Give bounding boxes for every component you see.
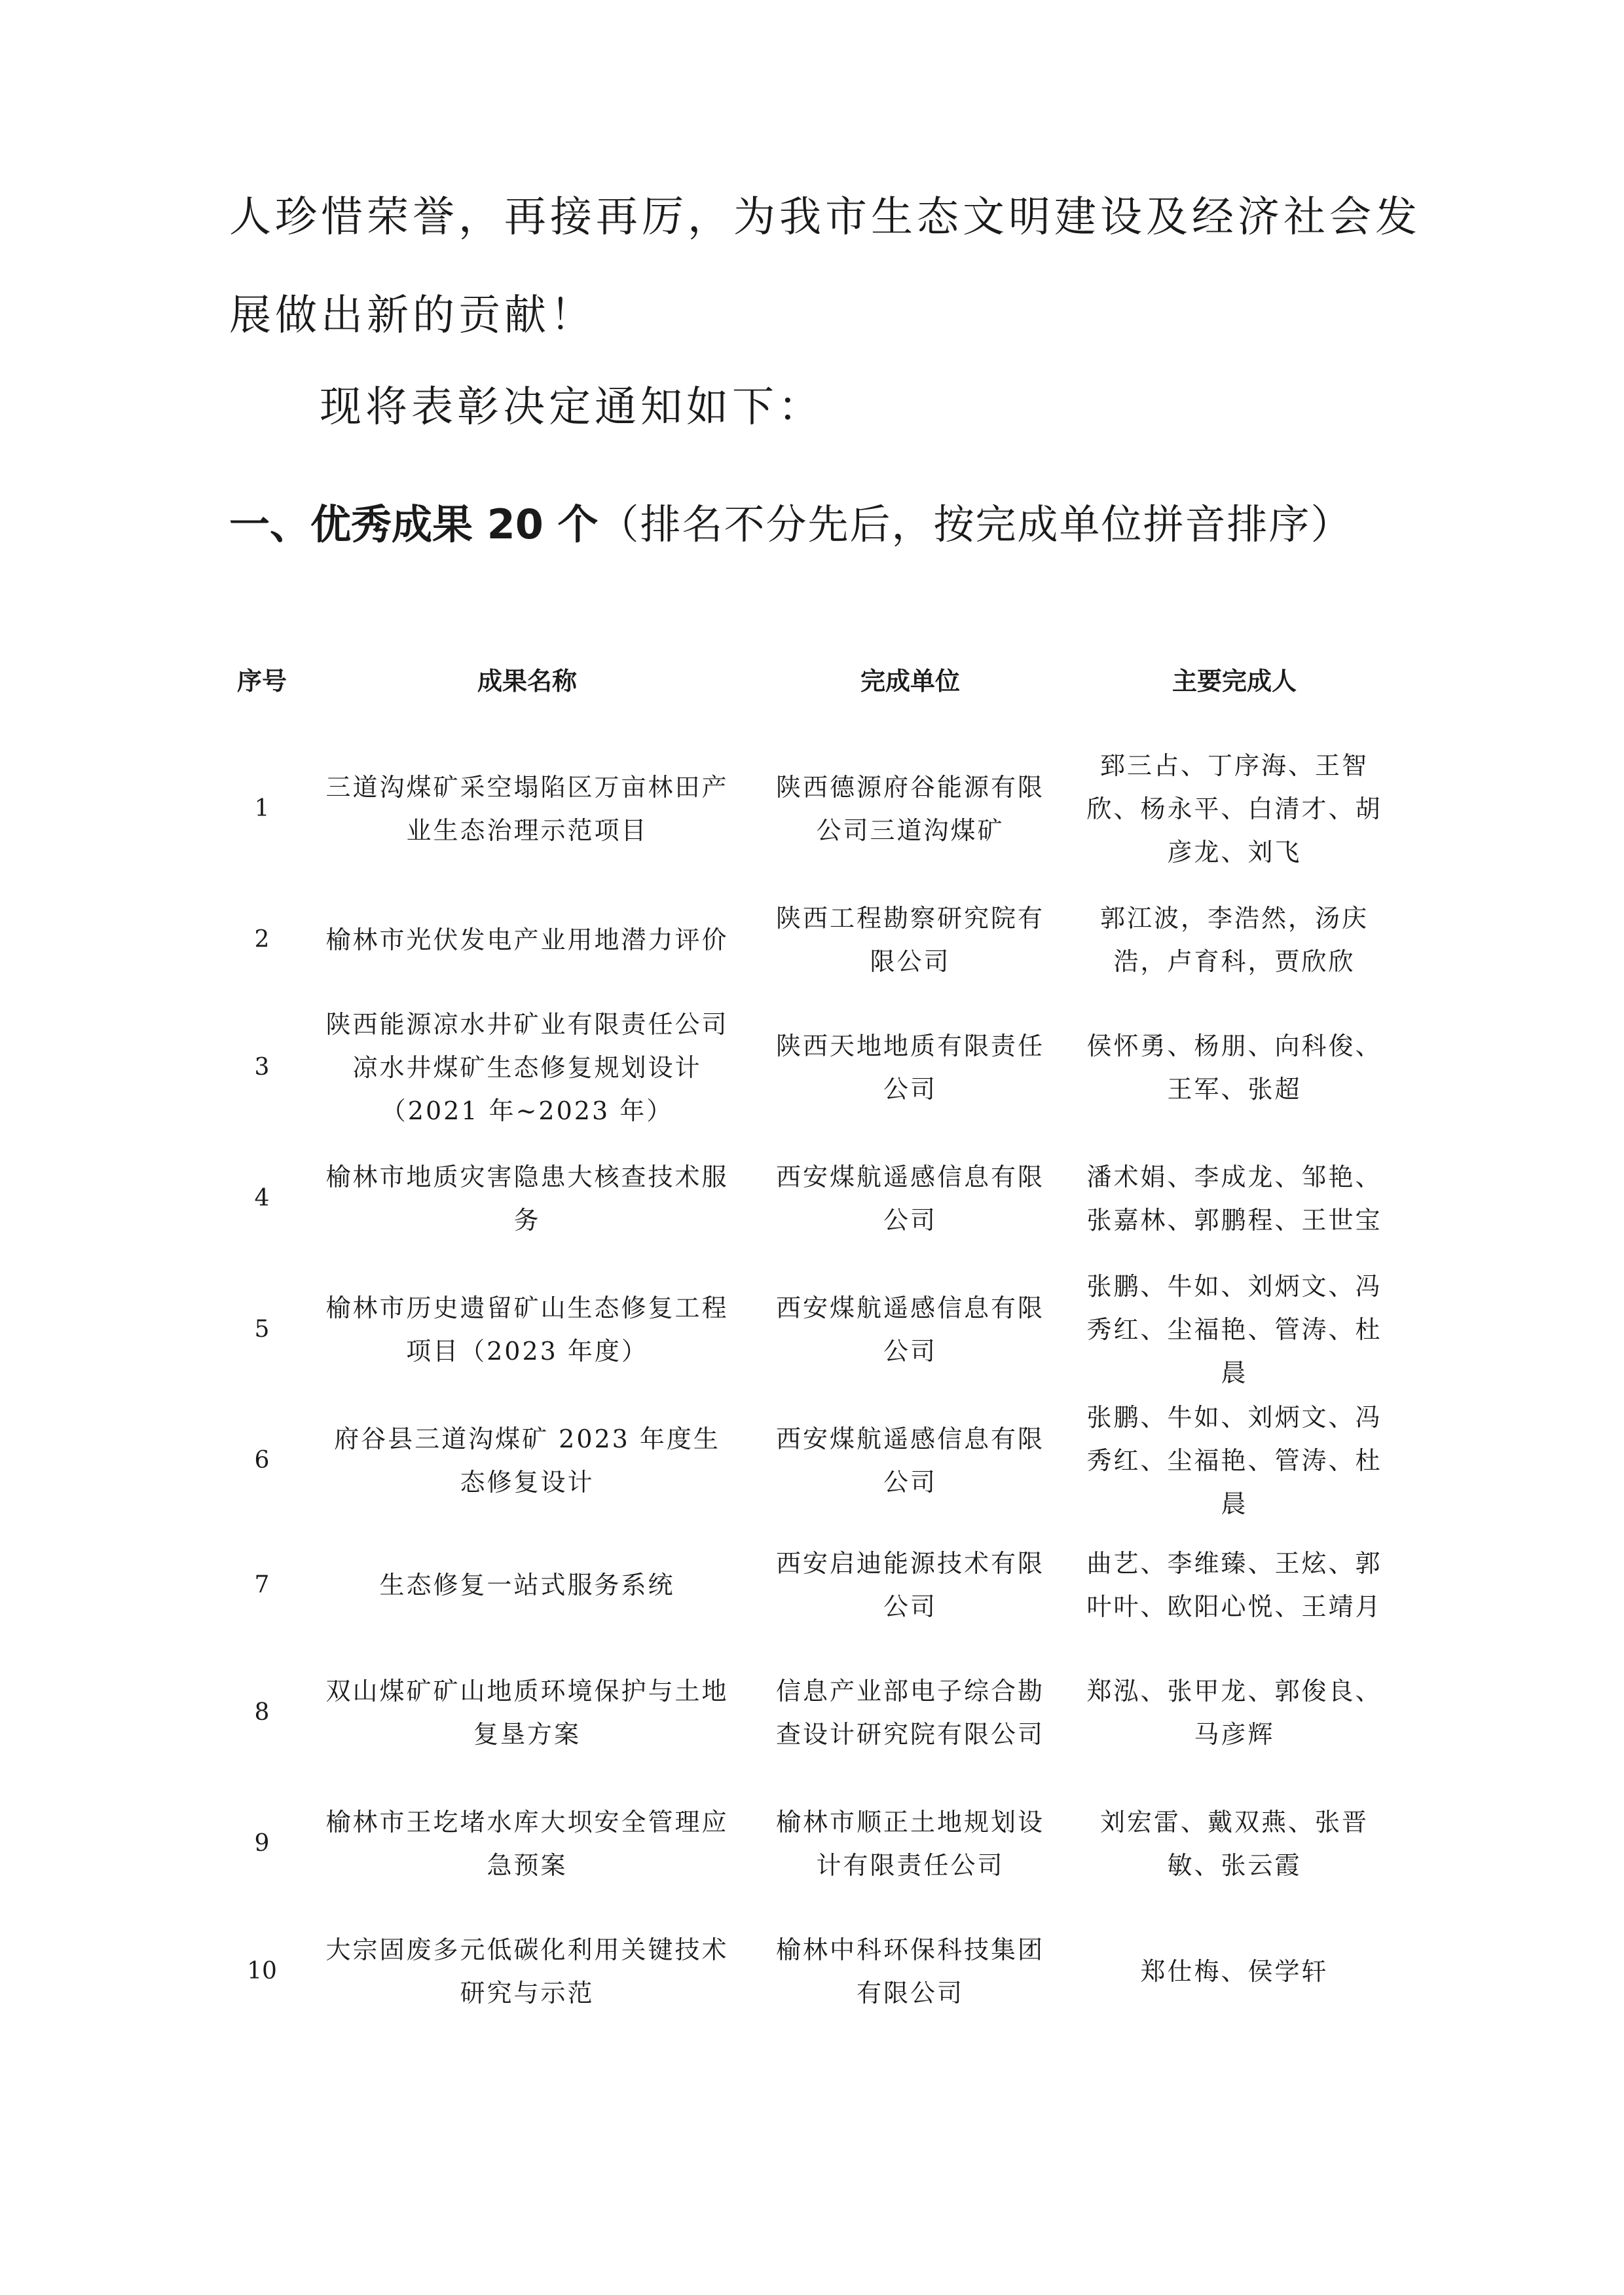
row-number: 8 <box>254 1699 270 1726</box>
row-number: 10 <box>247 1958 277 1985</box>
row-number: 4 <box>254 1185 270 1212</box>
table-row <box>0 887 1624 992</box>
completion-unit: 榆林市顺正土地规划设计有限责任公司 <box>775 1808 1044 1880</box>
table-row <box>0 996 1624 1140</box>
completion-unit: 西安启迪能源技术有限公司 <box>775 1549 1044 1621</box>
paragraph-line-2: 展做出新的贡献！ <box>229 291 596 340</box>
achievement-name: 生态修复一站式服务系统 <box>379 1571 675 1599</box>
main-people: 郅三占、丁序海、王智欣、杨永平、白清才、胡彦龙、刘飞 <box>1086 751 1382 867</box>
main-people: 张鹏、牛如、刘炳文、冯秀红、尘福艳、管涛、杜晨 <box>1086 1403 1382 1518</box>
main-people: 刘宏雷、戴双燕、张晋敏、张云霞 <box>1099 1808 1369 1880</box>
main-people: 郑仕梅、侯学轩 <box>1140 1957 1329 1986</box>
main-people: 潘术娟、李成龙、邹艳、张嘉林、郭鹏程、王世宝 <box>1086 1163 1382 1235</box>
achievement-name: 大宗固废多元低碳化利用关键技术研究与示范 <box>325 1935 729 2007</box>
paragraph-notice: 现将表彰决定通知如下： <box>320 383 824 432</box>
completion-unit: 榆林中科环保科技集团有限公司 <box>775 1935 1044 2007</box>
row-number: 7 <box>254 1571 270 1598</box>
main-people: 郭江波，李浩然，汤庆浩，卢育科，贾欣欣 <box>1099 904 1369 976</box>
table-row <box>0 1788 1624 1899</box>
main-people: 侯怀勇、杨朋、向科俊、王军、张超 <box>1086 1032 1382 1104</box>
table-row <box>0 1258 1624 1402</box>
row-number: 3 <box>254 1054 270 1081</box>
row-number: 6 <box>254 1447 270 1474</box>
header-unit: 完成单位 <box>860 667 960 696</box>
completion-unit: 西安煤航遥感信息有限公司 <box>775 1425 1044 1497</box>
row-number: 9 <box>254 1830 270 1857</box>
row-number: 5 <box>254 1316 270 1343</box>
table-row <box>0 1143 1624 1254</box>
achievement-name: 榆林市历史遗留矿山生态修复工程项目（2023 年度） <box>325 1294 729 1366</box>
table-row <box>0 734 1624 884</box>
achievement-name: 榆林市地质灾害隐患大核查技术服务 <box>325 1163 729 1235</box>
row-number: 2 <box>254 926 270 953</box>
main-people: 郑泓、张甲龙、郭俊良、马彦辉 <box>1086 1677 1382 1749</box>
completion-unit: 西安煤航遥感信息有限公司 <box>775 1163 1044 1235</box>
achievement-name: 榆林市王圪堵水库大坝安全管理应急预案 <box>325 1808 729 1880</box>
header-achievement-name: 成果名称 <box>477 667 577 696</box>
section-heading-note: （排名不分先后，按完成单位拼音排序） <box>598 500 1353 548</box>
achievement-name: 陕西能源凉水井矿业有限责任公司凉水井煤矿生态修复规划设计（2021 年~2023 年） <box>325 1010 729 1125</box>
achievement-name: 三道沟煤矿采空塌陷区万亩林田产业生态治理示范项目 <box>325 773 729 845</box>
completion-unit: 陕西工程勘察研究院有限公司 <box>775 904 1044 976</box>
table-row <box>0 1389 1624 1533</box>
main-people: 张鹏、牛如、刘炳文、冯秀红、尘福艳、管涛、杜晨 <box>1086 1272 1382 1387</box>
achievement-name: 府谷县三道沟煤矿 2023 年度生态修复设计 <box>334 1425 720 1497</box>
main-people: 曲艺、李维臻、王炫、郭叶叶、欧阳心悦、王靖月 <box>1086 1549 1382 1621</box>
section-heading-title: 一、优秀成果 20 个 <box>229 500 599 548</box>
header-people: 主要完成人 <box>1172 667 1297 696</box>
header-number: 序号 <box>236 667 287 696</box>
section-heading <box>229 500 1353 548</box>
row-number: 1 <box>254 795 270 822</box>
completion-unit: 陕西天地地质有限责任公司 <box>775 1032 1044 1104</box>
achievement-name: 双山煤矿矿山地质环境保护与土地复垦方案 <box>325 1677 729 1749</box>
table-row <box>0 1916 1624 2027</box>
completion-unit: 陕西德源府谷能源有限公司三道沟煤矿 <box>775 773 1044 845</box>
completion-unit: 信息产业部电子综合勘查设计研究院有限公司 <box>775 1677 1044 1749</box>
completion-unit: 西安煤航遥感信息有限公司 <box>775 1294 1044 1366</box>
achievement-name: 榆林市光伏发电产业用地潜力评价 <box>325 925 729 954</box>
paragraph-line-1: 人珍惜荣誉，再接再厉，为我市生态文明建设及经济社会发 <box>229 193 1421 242</box>
table-row <box>0 1657 1624 1768</box>
table-row <box>0 1529 1624 1641</box>
